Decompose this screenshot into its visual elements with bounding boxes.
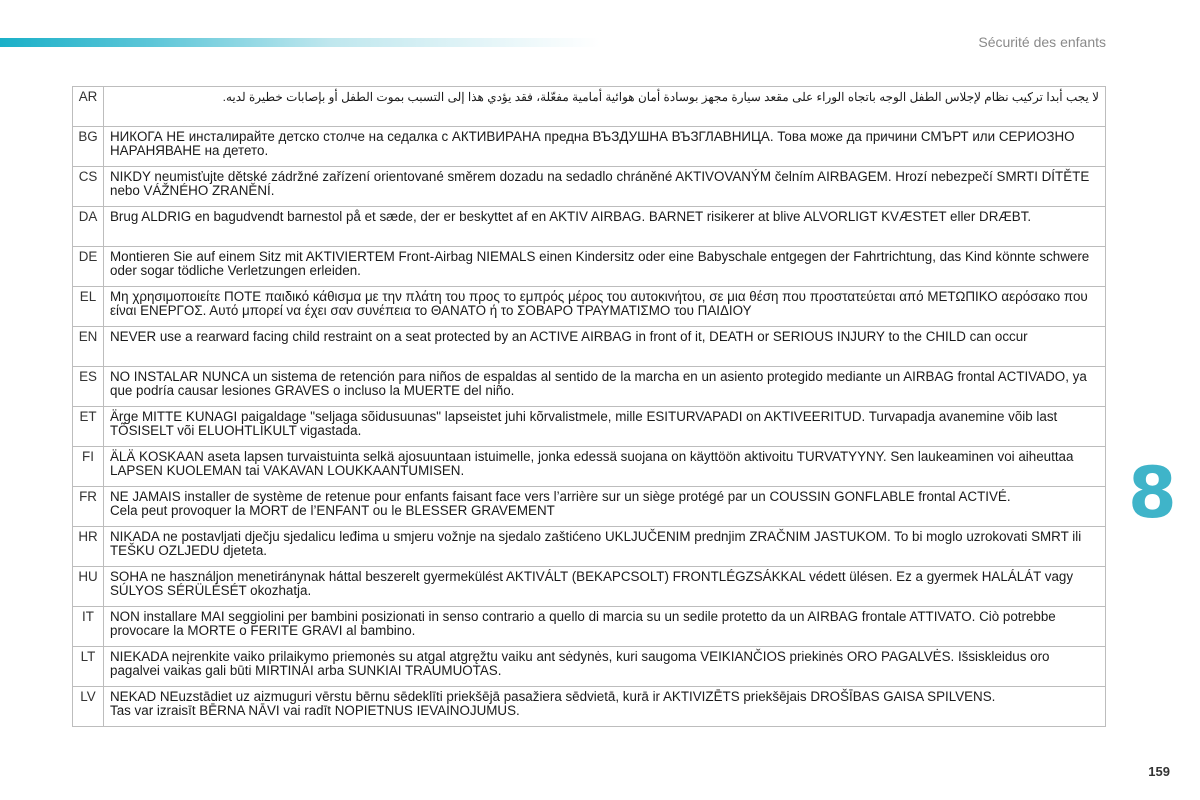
warning-text [104,327,1106,367]
warning-text [104,687,1106,727]
warning-row-ar [73,87,1106,127]
warning-row-hr [73,527,1106,567]
warning-rows [73,87,1106,727]
warning-text-line: NE JAMAIS installer de système de retenue pour enfants faisant face vers l’arrière sur un siège protégé par un COUSSIN GONFLABLE frontal ACTIVÉ. [110,489,1011,504]
warning-row-da [73,207,1106,247]
language-code: LT [73,647,104,687]
warning-text-line: NEKAD NEuzstādiet uz aizmuguri vērstu bērnu sēdeklīti priekšējā pasažiera sēdvietā, kurā ir AKTIVIZĒTS priekšējais DROŠĪBAS GAISA SPILVENS. [110,689,996,704]
language-code: AR [73,87,104,127]
warning-text [104,207,1106,247]
warning-text-line: NEVER use a rearward facing child restraint on a seat protected by an ACTIVE AIRBAG in front of it, DEATH or SERIOUS INJURY to the CHILD can occur [110,329,1028,344]
warning-row-fi [73,447,1106,487]
warning-text [104,447,1106,487]
warning-text-line: Μη χρησιμοποιείτε ΠΟΤΕ παιδικό κάθισμα με την πλάτη του προς το εμπρός μέρος του αυτοκινήτου, σε μια θέση που προστατεύεται από ΜΕΤΩΠΙΚΟ αερόσακο που είναι ΕΝΕΡΓΟΣ. Αυτό μπορεί να έχει σαν συνέπεια το ΘΑΝΑΤΟ ή το ΣΟΒΑΡΟ ΤΡΑΥΜΑΤΙΣΜΟ του ΠΑΙΔΙΟΥ [110,289,1088,318]
chapter-number: 8 [1128,452,1177,534]
warning-text [104,527,1106,567]
warning-text-line: Ärge MITTE KUNAGI paigaldage "seljaga sõidusuunas" lapseistet juhi kõrvalistmele, mille ESITURVAPADI on AKTIVEERITUD. Turvapadja avanemine võib last TÕSISELT või ELUOHTLIKULT vigastada. [110,409,1058,438]
warning-text-line: NIKDY neumisťujte dětské zádržné zařízení orientované směrem dozadu na sedadlo chráněné AKTIVOVANÝM čelním AIRBAGEM. Hrozí nebezpečí SMRTI DÍTĚTE nebo VÁŽNÉHO ZRANĚNÍ. [110,169,1090,198]
language-code: DA [73,207,104,247]
airbag-warning-table [72,86,1106,727]
warning-text-line: NIEKADA neįrenkite vaiko prilaikymo priemonės su atgal atgręžtu vaiku ant sėdynės, kuri saugoma VEIKIANČIOS priekinės ORO PAGALVĖS. Išsiskleidus oro pagalvei vaikas gali būti MIRTINAI arba SUNKIAI TRAUMUOTAS. [110,649,1050,678]
language-code: ES [73,367,104,407]
warning-text-line: SOHA ne használjon menetiránynak háttal beszerelt gyermekülést AKTIVÁLT (BEKAPCSOLT) FRONTLÉGZSÁKKAL védett ülésen. Ez a gyermek HALÁLÁT vagy SÚLYOS SÉRÜLÉSÉT okozhatja. [110,569,1074,598]
warning-text [104,647,1106,687]
warning-text [104,287,1106,327]
warning-row-el [73,287,1106,327]
warning-row-cs [73,167,1106,207]
warning-row-de [73,247,1106,287]
section-title: Sécurité des enfants [978,34,1106,50]
warning-row-et [73,407,1106,447]
language-code: ET [73,407,104,447]
warning-text [104,487,1106,527]
warning-text [104,127,1106,167]
header-accent-bar [0,38,600,47]
language-code: EN [73,327,104,367]
language-code: HU [73,567,104,607]
warning-text [104,247,1106,287]
warning-text [104,607,1106,647]
warning-text-line: ÄLÄ KOSKAAN aseta lapsen turvaistuinta selkä ajosuuntaan istuimelle, jonka edessä suojana on käyttöön aktivoitu TURVATYYNY. Sen laukeaminen voi aiheuttaa LAPSEN KUOLEMAN tai VAKAVAN LOUKKAANTUMISEN. [110,449,1074,478]
language-code: LV [73,687,104,727]
warning-row-lt [73,647,1106,687]
language-code: IT [73,607,104,647]
warning-text [104,167,1106,207]
warning-row-lv [73,687,1106,727]
warning-text [104,567,1106,607]
warning-row-fr [73,487,1106,527]
language-code: FI [73,447,104,487]
warning-text [104,407,1106,447]
warning-text-line: NIKADA ne postavljati dječju sjedalicu leđima u smjeru vožnje na sjedalo zaštićeno UKLJUČENIM prednjim ZRAČNIM JASTUKOM. To bi moglo uzrokovati SMRT ili TEŠKU OZLJEDU djeteta. [110,529,1082,558]
warning-text [104,367,1106,407]
warning-text [104,87,1106,127]
warning-text-line: НИКОГА НЕ инсталирайте детско столче на седалка с АКТИВИРАНА предна ВЪЗДУШНА ВЪЗГЛАВНИЦА. Това може да причини СМЪРТ или СЕРИОЗНО НАРАНЯВАНЕ на детето. [110,129,1075,158]
language-code: HR [73,527,104,567]
language-code: CS [73,167,104,207]
warning-text-line: Brug ALDRIG en bagudvendt barnestol på et sæde, der er beskyttet af en AKTIV AIRBAG. BARNET risikerer at blive ALVORLIGT KVÆSTET eller DRÆBT. [110,209,1032,224]
warning-row-en [73,327,1106,367]
warning-text-line: Montieren Sie auf einem Sitz mit AKTIVIERTEM Front-Airbag NIEMALS einen Kindersitz oder eine Babyschale entgegen der Fahrtrichtung, das Kind könnte schwere oder sogar tödliche Verletzungen erleiden. [110,249,1090,278]
warning-text-line: Cela peut provoquer la MORT de l’ENFANT ou le BLESSER GRAVEMENT [110,503,555,518]
language-code: FR [73,487,104,527]
page-number: 159 [1148,764,1170,779]
warning-row-es [73,367,1106,407]
warning-text-line: NO INSTALAR NUNCA un sistema de retención para niños de espaldas al sentido de la marcha en un asiento protegido mediante un AIRBAG frontal ACTIVADO, ya que podría causar lesiones GRAVES o incluso la MUERTE del niño. [110,369,1087,398]
language-code: BG [73,127,104,167]
warning-text-line: لا يجب أبدا تركيب نظام لإجلاس الطفل الوجه باتجاه الوراء على مقعد سيارة مجهز بوسادة أمان هوائية أمامية مفعّلة، فقد يؤدي هذا إلى التسبب بموت الطفل أو بإصابات خطيرة لديه. [222,90,1099,104]
warning-text-line: Tas var izraisīt BĒRNA NĀVI vai radīt NOPIETNUS IEVAINOJUMUS. [110,703,520,718]
language-code: DE [73,247,104,287]
warning-row-bg [73,127,1106,167]
language-code: EL [73,287,104,327]
warning-row-hu [73,567,1106,607]
warning-text-line: NON installare MAI seggiolini per bambini posizionati in senso contrario a quello di marcia su un sedile protetto da un AIRBAG frontale ATTIVATO. Ciò potrebbe provocare la MORTE o FERITE GRAVI al bambino. [110,609,1056,638]
warning-row-it [73,607,1106,647]
